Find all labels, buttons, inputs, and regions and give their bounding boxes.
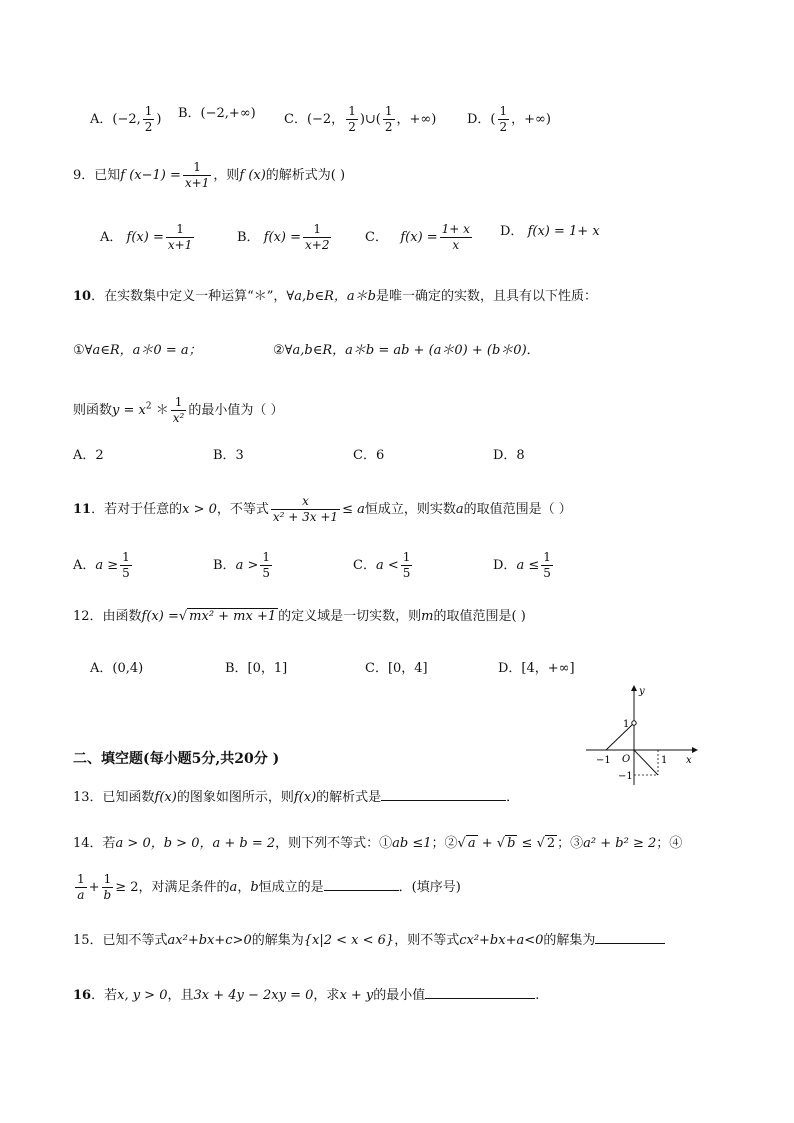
q10-option-a: A．2	[73, 448, 104, 463]
x-one-label: 1	[661, 755, 668, 766]
q13-function-graph	[586, 685, 698, 785]
section2-title: 二、填空题(每小题5分,共20分 )	[73, 751, 280, 767]
y-one-label: 1	[623, 719, 630, 730]
q11-stem: 11．若对于任意的x > 0，不等式 $\frac{x}{\text{x² + 3x +1}}$ ≤ a恒成立，则实数a的取值范围是（ ）	[73, 494, 572, 524]
q12-option-c: C．[0，4]	[365, 661, 428, 676]
q12-option-b: B．[0，1]	[225, 661, 288, 676]
y-axis-label: y	[639, 686, 645, 697]
q11-option-a: A．a ≥ $\frac{1}{5}$	[73, 550, 130, 580]
x-axis-arrow	[692, 747, 698, 753]
q8-option-b: B．(−2,+∞)	[178, 106, 256, 121]
q12-option-d: D．[4，+∞]	[498, 661, 575, 676]
q11-option-c: C．a < $\frac{1}{5}$	[353, 550, 411, 580]
q14-line2: $\frac{1}{a}$ + $\frac{1}{b}$ ≥ 2，对满足条件的a，b恒成立的是 ．(填序号)	[77, 872, 461, 902]
x-axis-label: x	[686, 755, 692, 766]
q10-question: 则函数$y = x^2$ ＊ $\frac{1}{\text{x²}}$ 的最小值为（ ）	[73, 395, 284, 425]
q15: 15．已知不等式ax²+bx+c>0的解集为{x|2 < x < 6}，则不等式cx²+bx+a<0的解集为	[73, 929, 665, 951]
q10-option-c: C．6	[353, 448, 385, 463]
q10-stem: 10．在实数集中定义一种运算“＊”，∀a,b∈R，a＊b是唯一确定的实数，且具有以下性质：	[73, 289, 597, 304]
open-point	[632, 721, 636, 725]
x-neg-one-label: −1	[596, 755, 611, 766]
q13: 13．已知函数f(x)的图象如图所示，则f(x)的解析式是 ．	[73, 786, 519, 808]
q10-option-d: D．8	[493, 448, 525, 463]
q9-option-b: B． f(x) = $\frac{1}{x+2}$	[237, 222, 330, 252]
q8-option-c: C．(−2， $\frac{1}{2}$ )∪( $\frac{1}{2}$ ，+∞)	[284, 104, 437, 134]
q10-property-2: ②∀a,b∈R，a＊b = ab + (a＊0) + (b＊0)．	[273, 343, 540, 358]
q8-option-a: A．(−2, $\frac{1}{2}$ )	[90, 104, 162, 134]
q12-stem: 12．由函数f(x) =√ mx² + mx +1 的定义域是一切实数，则m的取值范围是( )	[73, 609, 526, 624]
q9-option-c: C． f(x) = $\frac{1+ x}{x}$	[365, 222, 470, 252]
q12-option-a: A．(0,4)	[90, 661, 144, 676]
q11-option-d: D．a ≤ $\frac{1}{5}$	[493, 550, 551, 580]
q16-answer-blank[interactable]	[425, 984, 535, 999]
y-axis-arrow	[631, 685, 637, 691]
q9-option-a: A． f(x) = $\frac{1}{x+1}$	[100, 222, 193, 252]
q9-option-d: D． f(x) = 1+ x	[500, 224, 600, 239]
graph-segment-right	[634, 750, 658, 775]
q10-property-1: ①∀a∈R，a＊0 = a；	[73, 343, 202, 358]
y-neg-one-label: −1	[618, 771, 633, 782]
q8-option-d: D．( $\frac{1}{2}$ ，+∞)	[467, 104, 551, 134]
q13-answer-blank[interactable]	[381, 786, 506, 801]
q11-option-b: B．a > $\frac{1}{5}$	[213, 550, 270, 580]
q14-line1: 14．若a > 0，b > 0，a + b = 2，则下列不等式：①ab ≤1；②√ a + √ b ≤ √ 2 ；③a² + b² ≥ 2；④	[73, 836, 683, 851]
q15-answer-blank[interactable]	[595, 929, 665, 944]
q16: 16．若x, y > 0，且3x + 4y − 2xy = 0，求x + y的最小值 .	[73, 984, 539, 1006]
q10-option-b: B．3	[213, 448, 244, 463]
origin-label: O	[622, 754, 631, 765]
q14-answer-blank[interactable]	[324, 876, 399, 891]
q9-stem: 9．已知f (x−1) = $\frac{1}{x+1}$ ，则f (x)的解析式为( )	[73, 160, 346, 190]
